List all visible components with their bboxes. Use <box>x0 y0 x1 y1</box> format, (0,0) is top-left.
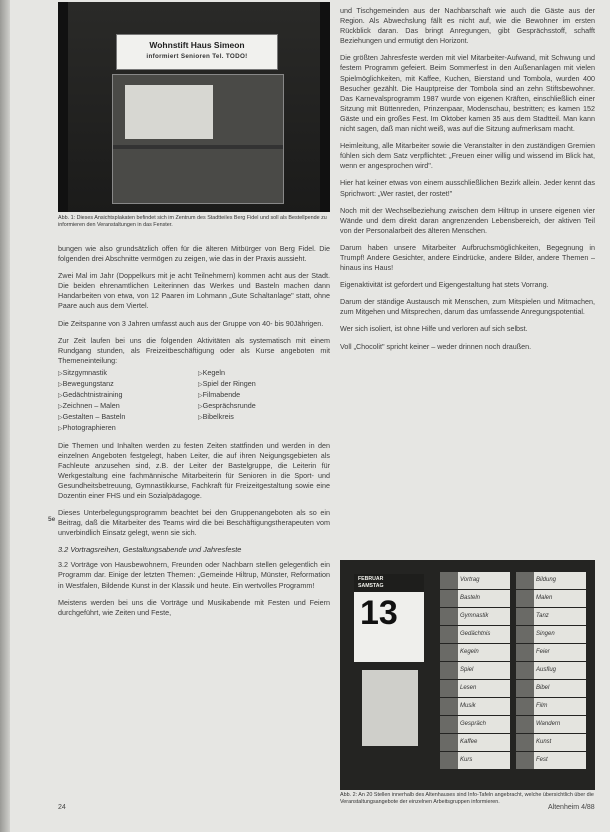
info-card: Vortrag <box>440 572 510 589</box>
info-card: Malen <box>516 590 586 607</box>
section-heading: 3.2 Vortragsreihen, Gestaltungsabende und Jahresfeste <box>58 545 242 555</box>
left-paragraph-8: Meistens werden bei uns die Vorträge und Musikabende mit Festen und Feiern durchgeführt, wie Zeiten und Feste, <box>58 597 330 617</box>
info-card: Film <box>516 698 586 715</box>
page-binding-shadow <box>0 0 10 832</box>
right-paragraph-1: und Tischgemeinden aus der Nachbarschaft wie auch die Gäste aus der Region. Als Abwechslung fällt es nicht auf, wie die Bewohner im ersten Rückblick daran. Das bringt Anregungen, gibt Gesprächsstoff, schafft Beziehungen und ermutigt den Horizont. <box>340 6 595 46</box>
activity-list <box>58 368 330 435</box>
wall-calendar <box>354 574 424 662</box>
photo-showcase-window <box>58 2 330 212</box>
photo-frame-left <box>58 2 68 212</box>
activity-item: ▷ Zeichnen – Malen <box>58 401 190 412</box>
left-column <box>58 244 330 625</box>
right-paragraph-9: Wer sich isoliert, ist ohne Hilfe und verloren auf sich selbst. <box>340 324 528 334</box>
page-number: 24 <box>58 804 66 811</box>
right-paragraph-8: Darum der ständige Austausch mit Menschen, zum Mitspielen und Mitmachen, zum Mitgehen und Mitsprechen, darum das umfassende Anregungspotential. <box>340 297 595 317</box>
left-paragraph-4: Zur Zeit laufen bei uns die folgenden Aktivitäten als systematisch mit einem Rundgang stunden, als Freizeitbeschäftigung oder als Kurse angeboten mit Themeneinteilung: <box>58 335 330 365</box>
info-card: Singen <box>516 626 586 643</box>
sign-title: Wohnstift Haus Simeon <box>149 40 245 50</box>
board-strip <box>113 145 283 149</box>
info-card: Bildung <box>516 572 586 589</box>
activity-item: ▷ Filmabende <box>198 390 330 401</box>
left-paragraph-5: Die Themen und Inhalten werden zu festen Zeiten stattfinden und werden in den einzelnen Angeboten festgelegt, haben Leiter, die auf ihren Neigungsgebieten als Fachleute anzusehen sind, z.B. der Leiter der Bastelgruppe, die Leiterin für Werkgestaltung eine fachmännische Mitarbeiterin für Senioren in die Sport- und Gesundheitsbetreuung, Gymnastikkurse, Fachkraft für Freizeitgestaltung sowie eine Dozentin einer FHS und ein Sozialpädagoge. <box>58 440 330 500</box>
info-card-grid <box>440 572 590 770</box>
activity-item: ▷ Kegeln <box>198 368 330 379</box>
info-card: Bibel <box>516 680 586 697</box>
info-card: Lesen <box>440 680 510 697</box>
info-card: Gespräch <box>440 716 510 733</box>
photo-frame-right <box>320 2 330 212</box>
calendar-day: 13 <box>360 594 398 632</box>
info-card: Feier <box>516 644 586 661</box>
calendar-weekday: SAMSTAG <box>358 583 384 589</box>
photo2-caption: Abb. 2: An 20 Stellen innerhalb des Altenhauses sind Info-Tafeln angebracht, welche übersichtlich über die Veranstaltungsangebote der einzelnen Arbeitsgruppen informieren. <box>340 792 594 805</box>
showcase-sign <box>116 34 278 70</box>
activity-item: ▷ Gesprächsrunde <box>198 401 330 412</box>
left-paragraph-6: Dieses Unterbelegungsprogramm beachtet bei den Gruppenangeboten als so ein Beitrag, daß die Mitarbeiter des Teams wird die bei Beschäftigungstherapeuten vom unverbindlich Einsatz gelegt, wenn sie sich. <box>58 508 330 538</box>
poster-text <box>125 85 213 93</box>
info-card: Kunst <box>516 734 586 751</box>
activity-item: ▷ Bewegungstanz <box>58 379 190 390</box>
right-paragraph-6: Darum haben unsere Mitarbeiter Aufbruchsmöglichkeiten, Begegnung in Trumpf! Andere Gesichter, andere Eindrücke, andere Bilder, andere Themen – hinaus ins Haus! <box>340 242 595 273</box>
info-card: Gymnastik <box>440 608 510 625</box>
activity-item: ▷ Gestalten – Basteln <box>58 412 190 423</box>
left-paragraph-3: Die Zeitspanne von 3 Jahren umfasst auch aus der Gruppe von 40- bis 90Jährigen. <box>58 318 324 328</box>
info-card: Basteln <box>440 590 510 607</box>
right-paragraph-7: Eigenaktivität ist gefordert und Eigengestaltung hat stets Vorrang. <box>340 280 549 290</box>
photo-info-board <box>340 560 595 790</box>
calendar-header <box>354 574 424 592</box>
issue-label: Altenheim 4/88 <box>548 804 595 811</box>
left-paragraph-1: bungen wie also grundsätzlich offen für die älteren Mitbürger von Berg Fidel. Die folgenden drei Abschnitte vermögen zu zeigen, wie das in der Praxis aussieht. <box>58 244 330 264</box>
info-card: Fest <box>516 752 586 769</box>
info-card: Ausflug <box>516 662 586 679</box>
info-card: Kurs <box>440 752 510 769</box>
margin-mark: 5e <box>48 516 56 523</box>
info-card: Tanz <box>516 608 586 625</box>
sign-subtitle: informiert Senioren Tel. TODO! <box>146 53 248 60</box>
left-paragraph-7: 3.2 Vorträge von Hausbewohnern, Freunden oder Nachbarn stellen gelegentlich ein Programm dar. Einige der letzten Themen: „Gemeinde Hiltrup, Münster, Reformation in Westfalen, Bildende Kunst in der Klassik und heute. Ein wertvolles Programm! <box>58 560 330 590</box>
right-paragraph-5: Noch mit der Wechselbeziehung zwischen dem Hiltrup in unsere eigenen vier Wände und dem direkt daran angrenzenden Lebensbereich, der aktiven Teil von der Personalarbeit des älteren Menschen. <box>340 205 595 235</box>
info-card: Kegeln <box>440 644 510 661</box>
right-paragraph-3: Heimleitung, alle Mitarbeiter sowie die Veranstalter in den zuständigen Gremien fühlen sich dem Satz verpflichtet: „Freuen einer willig und wissend im Blick hat, wenn er angesprochen wird". <box>340 141 595 171</box>
calendar-month: FEBRUAR <box>358 576 384 582</box>
right-paragraph-2: Die größten Jahresfeste werden mit viel Mitarbeiter-Aufwand, mit Schwung und festem Programm gefeiert. Beim Sommerfest in den Außenanlagen mit vielen Spielmöglichkeiten, mit Kaffee, Kuchen, Bierstand und Tombola, wurden 400 Besucher gezählt. Die Hauptpreise der Tombola sind an zehn Stiftsbewohner. Das Karnevalsprogramm 1987 wurde von eigenen Kräften, einschließlich einer Sitzung mit Büttenreden, Prinzenpaar, Modenschau, bestritten; es kamen 152 Gäste und ein großes Fest. Im Oktober kamen 35 aus dem Stadtteil. Man kann nicht sagen, daß man nicht weiß, was auf die Sitzung aufmerksam macht. <box>340 53 595 134</box>
activity-item: ▷ Gedächtnistraining <box>58 390 190 401</box>
info-card: Kaffee <box>440 734 510 751</box>
info-card: Gedächtnis <box>440 626 510 643</box>
notice-board <box>112 74 284 204</box>
info-box <box>362 670 418 746</box>
activity-item: ▷ Spiel der Ringen <box>198 379 330 390</box>
notice-poster <box>125 85 213 139</box>
photo1-caption: Abb. 1: Dieses Ansichtsplakaten befindet sich im Zentrum des Stadtteiles Berg Fidel und soll als Bestellpende zu informieren den Veranstaltungen in das Fenster. <box>58 215 327 228</box>
activity-item: ▷ Sitzgymnastik <box>58 368 190 379</box>
activity-item: ▷ Photographieren <box>58 423 190 434</box>
right-paragraph-4: Hier hat keiner etwas von einem ausschließlichen Bezirk allein. Jeder kennt das Sprichwort: „Wer rastet, der rostet!" <box>340 178 595 198</box>
info-card: Musik <box>440 698 510 715</box>
left-paragraph-2: Zwei Mal im Jahr (Doppelkurs mit je acht Teilnehmern) kommen acht aus der Stadt. Die beiden ehrenamtlichen Leiterinnen das Werkes und Basteln machen dann Handarbeiten von etwa, von 12 Paaren im Lohmann „Gute Schaltanlage" statt, ohne Paare auch aus dem Viertel. <box>58 271 330 311</box>
info-card: Wandern <box>516 716 586 733</box>
right-paragraph-10: Voll „Chocolit" spricht keiner – weder drinnen noch draußen. <box>340 341 532 351</box>
activity-item: ▷ Bibelkreis <box>198 412 330 423</box>
info-card: Spiel <box>440 662 510 679</box>
right-column <box>340 6 595 359</box>
